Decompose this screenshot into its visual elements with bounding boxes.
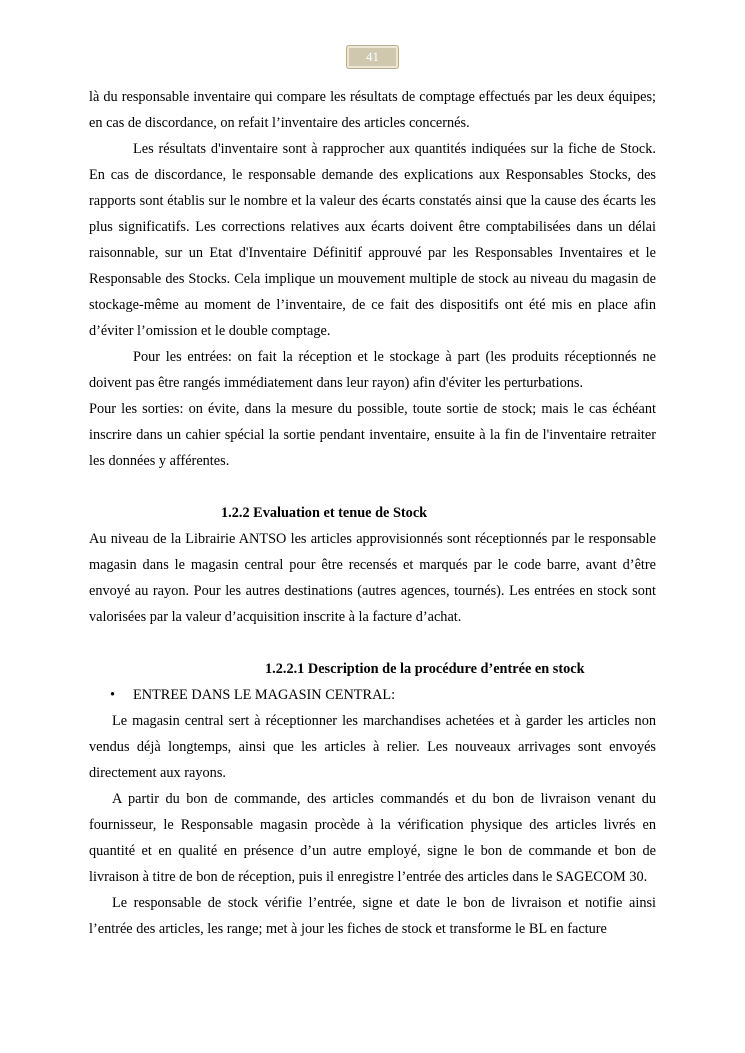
paragraph: Les résultats d'inventaire sont à rapprocher aux quantités indiquées sur la fiche de Stock. En cas de discordance, le responsable demande des explications aux Responsables Stocks, des rapports sont établis sur le nombre et la valeur des écarts constatés ainsi que la cause des écarts les plus significatifs. Les corrections relatives aux écarts doivent être comptabilisées dans un délai raisonnable, sur un Etat d'Inventaire Définitif approuvé par les Responsables Inventaires et le Responsable des Stocks. Cela implique un mouvement multiple de stock au niveau du magasin de stockage-même au moment de l’inventaire, de ce fait des dispositifs ont été mis en place afin d’éviter l’omission et le double comptage. <box>89 141 656 339</box>
paragraph: A partir du bon de commande, des articles commandés et du bon de livraison venant du fournisseur, le Responsable magasin procède à la vérification physique des articles livrés en quantité et en qualité en présence d’un autre employé, signe le bon de commande et bon de livraison à titre de bon de réception, puis il enregistre l’entrée des articles dans le SAGECOM 30. <box>89 791 656 885</box>
paragraph: là du responsable inventaire qui compare les résultats de comptage effectués par les deux équipes; en cas de discordance, on refait l’inventaire des articles concernés. <box>89 89 656 131</box>
document-body <box>89 84 656 942</box>
bullet-item <box>89 682 656 708</box>
section-heading: 1.2.2 Evaluation et tenue de Stock <box>221 505 428 521</box>
paragraph: Pour les sorties: on évite, dans la mesure du possible, toute sortie de stock; mais le cas échéant inscrire dans un cahier spécial la sortie pendant inventaire, ensuite à la fin de l'inventaire retraiter les données y afférentes. <box>89 401 656 469</box>
bullet-icon: • <box>110 687 116 703</box>
paragraph: Le magasin central sert à réceptionner les marchandises achetées et à garder les articles non vendus déjà longtemps, ainsi que les articles à relier. Les nouveaux arrivages sont envoyés directement aux rayons. <box>89 713 656 781</box>
paragraph: Pour les entrées: on fait la réception et le stockage à part (les produits réceptionnés ne doivent pas être rangés immédiatement dans leur rayon) afin d'éviter les perturbations. <box>89 349 656 391</box>
paragraph: Au niveau de la Librairie ANTSO les articles approvisionnés sont réceptionnés par le responsable magasin dans le magasin central pour être recensés et marqués par le code barre, avant d’être envoyé au rayon. Pour les autres destinations (autres agences, tournés). Les entrées en stock sont valorisées par la valeur d’acquisition inscrite à la facture d’achat. <box>89 531 656 625</box>
subsection-heading: 1.2.2.1 Description de la procédure d’entrée en stock <box>265 661 585 677</box>
paragraph: Le responsable de stock vérifie l’entrée, signe et date le bon de livraison et notifie ainsi l’entrée des articles, les range; met à jour les fiches de stock et transforme le BL en facture <box>89 895 656 937</box>
page-number: 41 <box>346 45 399 69</box>
bullet-text: ENTREE DANS LE MAGASIN CENTRAL: <box>133 687 396 703</box>
